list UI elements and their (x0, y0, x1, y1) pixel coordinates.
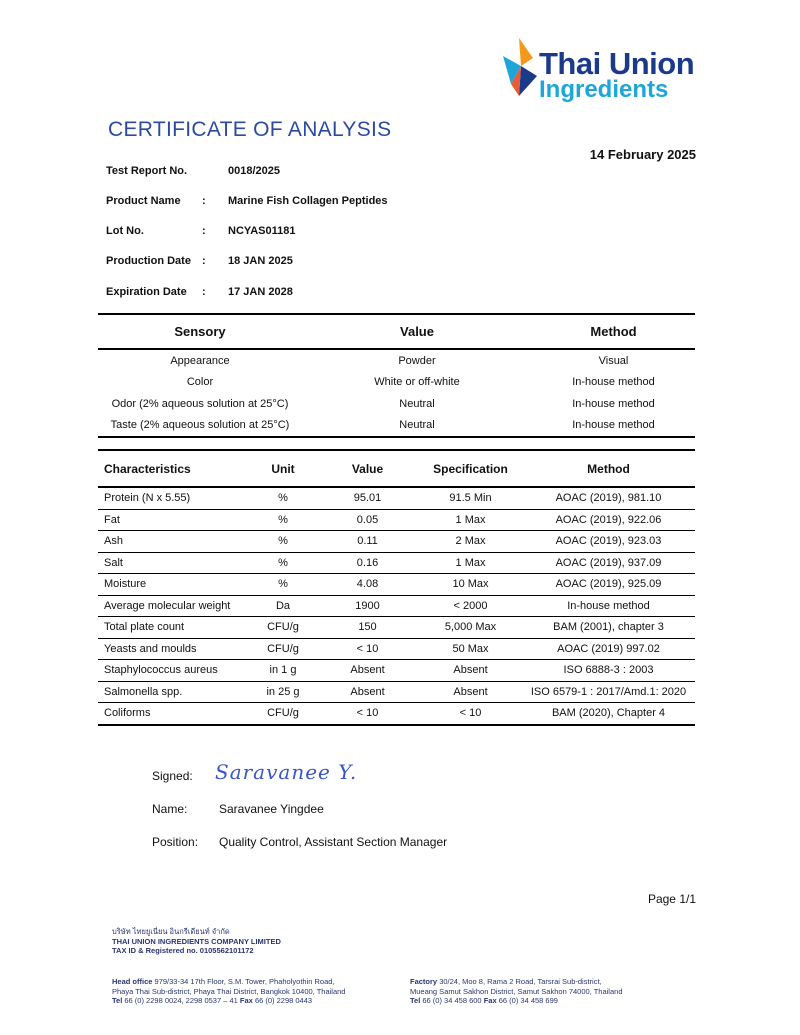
table-cell: 150 (316, 617, 419, 639)
meta-value: 18 JAN 2025 (228, 255, 293, 267)
table-cell: Moisture (98, 574, 250, 596)
column-header: Sensory (98, 314, 302, 349)
meta-colon: : (202, 286, 206, 298)
column-header: Unit (250, 450, 316, 487)
table-header-row (98, 450, 695, 487)
table-cell: AOAC (2019), 925.09 (522, 574, 695, 596)
column-header: Method (532, 314, 695, 349)
table-cell: AOAC (2019), 937.09 (522, 552, 695, 574)
table-cell: Powder (398, 354, 436, 367)
table-cell: BAM (2020), Chapter 4 (551, 707, 666, 720)
table-cell: In-house method (572, 419, 655, 432)
position-label: Position: (152, 835, 199, 849)
table-cell: 0.16 (316, 552, 419, 574)
table-cell: ISO 6579-1 : 2017/Amd.1: 2020 (522, 681, 695, 703)
page-title: CERTIFICATE OF ANALYSIS (108, 118, 392, 141)
meta-row-lot-no (106, 225, 295, 237)
table-row (98, 638, 695, 660)
meta-colon: : (202, 195, 206, 207)
table-header-row (98, 314, 695, 349)
table-cell: Yeasts and moulds (98, 638, 250, 660)
column-header: Specification (419, 450, 522, 487)
table-cell: Neutral (399, 419, 435, 432)
table-cell: % (250, 531, 316, 553)
company-tax-id: TAX ID & Registered no. 0105562101172 (112, 946, 254, 955)
table-cell: 10 Max (419, 574, 522, 596)
table-cell: AOAC (2019) 997.02 (522, 638, 695, 660)
footer-factory (410, 977, 700, 1006)
company-logo (497, 36, 697, 106)
footer-company (112, 927, 281, 956)
company-name: THAI UNION INGREDIENTS COMPANY LIMITED (112, 936, 281, 946)
meta-row-production-date (106, 255, 293, 267)
table-row (98, 660, 695, 682)
table-cell: < 2000 (419, 595, 522, 617)
signatory-position: Quality Control, Assistant Section Manager (219, 835, 448, 849)
page-number: Page 1/1 (647, 892, 696, 906)
factory-fax: 66 (0) 34 458 699 (498, 996, 558, 1005)
table-cell: 0.11 (316, 531, 419, 553)
meta-row-report-no (106, 165, 280, 177)
head-tel-label: Tel (112, 996, 123, 1005)
table-cell: Absent (419, 681, 522, 703)
table-cell: Appearance (170, 354, 230, 367)
table-row (98, 531, 695, 553)
table-cell: in 25 g (250, 681, 316, 703)
head-office-fax: 66 (0) 2298 0443 (254, 996, 313, 1005)
table-row (98, 552, 695, 574)
table-row (98, 415, 695, 438)
table-cell: Staphylococcus aureus (98, 660, 250, 682)
factory-line2: Mueang Samut Sakhon District, Samut Sakhon 74000, Thailand (410, 986, 623, 996)
table-cell: % (250, 509, 316, 531)
table-cell: Absent (316, 660, 419, 682)
table-cell: % (250, 552, 316, 574)
signatory-name: Saravanee Yingdee (219, 802, 324, 816)
table-cell: Absent (316, 681, 419, 703)
factory-label: Factory (410, 977, 438, 986)
head-office-tel: 66 (0) 2298 0024, 2298 0537 – 41 (124, 996, 238, 1005)
table-cell: 91.5 Min (419, 487, 522, 509)
meta-row-product-name (106, 195, 388, 207)
table-cell: AOAC (2019), 923.03 (522, 531, 695, 553)
head-office-label: Head office (112, 977, 153, 986)
table-cell: Average molecular weight (98, 595, 250, 617)
table-cell: 1 Max (419, 552, 522, 574)
table-cell: Neutral (399, 397, 435, 410)
logo-line2: Ingredients (539, 76, 669, 103)
table-cell: Ash (98, 531, 250, 553)
table-cell: % (250, 487, 316, 509)
column-header: Value (302, 314, 532, 349)
table-cell: Color (186, 376, 214, 389)
meta-value: 17 JAN 2028 (228, 286, 293, 298)
table-row (98, 487, 695, 509)
table-row (98, 595, 695, 617)
meta-label: Test Report No. (106, 165, 188, 177)
table-cell: Da (250, 595, 316, 617)
meta-label: Product Name (106, 195, 181, 207)
table-cell: Absent (419, 660, 522, 682)
name-label: Name: (152, 802, 188, 816)
table-cell: In-house method (522, 595, 695, 617)
table-cell: AOAC (2019), 981.10 (522, 487, 695, 509)
table-cell: 50 Max (419, 638, 522, 660)
table-cell: Odor (2% aqueous solution at 25°C) (111, 397, 289, 410)
table-cell: 95.01 (316, 487, 419, 509)
table-cell: 1 Max (419, 509, 522, 531)
logo-line1: Thai Union (539, 46, 695, 81)
meta-value: 0018/2025 (228, 165, 280, 177)
table-row (98, 703, 695, 725)
table-cell: Coliforms (104, 707, 151, 720)
table-cell: In-house method (572, 376, 655, 389)
handwritten-signature: Saravanee Y. (215, 760, 358, 784)
sensory-table (98, 313, 695, 438)
factory-tel: 66 (0) 34 458 600 (422, 996, 482, 1005)
meta-label: Expiration Date (106, 286, 187, 298)
head-office-line1: 979/33-34 17th Floor, S.M. Tower, Phaholyothin Road, (154, 977, 335, 986)
table-cell: 2 Max (419, 531, 522, 553)
table-cell: Visual (598, 354, 629, 367)
meta-row-expiration-date (106, 286, 293, 298)
factory-tel-label: Tel (410, 996, 421, 1005)
table-cell: 0.05 (316, 509, 419, 531)
signed-label: Signed: (152, 769, 193, 783)
characteristics-table (98, 449, 695, 726)
table-row (98, 574, 695, 596)
table-cell: < 10 (459, 707, 482, 720)
table-cell: AOAC (2019), 922.06 (522, 509, 695, 531)
table-cell: White or off-white (374, 376, 460, 389)
table-cell: Total plate count (98, 617, 250, 639)
table-cell: Taste (2% aqueous solution at 25°C) (110, 419, 290, 432)
table-row (98, 349, 695, 372)
meta-value: Marine Fish Collagen Peptides (228, 195, 388, 207)
meta-value: NCYAS01181 (228, 225, 296, 237)
table-row (98, 372, 695, 394)
table-cell: 4.08 (316, 574, 419, 596)
table-row (98, 617, 695, 639)
table-cell: In-house method (572, 397, 655, 410)
meta-colon: : (202, 225, 206, 237)
table-row (98, 393, 695, 415)
table-cell: Salmonella spp. (98, 681, 250, 703)
table-cell: in 1 g (250, 660, 316, 682)
table-cell: Salt (98, 552, 250, 574)
table-cell: BAM (2001), chapter 3 (522, 617, 695, 639)
meta-label: Lot No. (106, 225, 144, 237)
factory-fax-label: Fax (483, 996, 497, 1005)
company-name-thai: บริษัท ไทยยูเนี่ยน อินกรีเดียนท์ จำกัด (112, 927, 230, 936)
table-row (98, 509, 695, 531)
factory-line1: 30/24, Moo 8, Rama 2 Road, Tarsrai Sub-district, (439, 977, 602, 986)
meta-colon: : (202, 255, 206, 267)
table-cell: CFU/g (250, 617, 316, 639)
column-header: Method (522, 450, 695, 487)
head-fax-label: Fax (239, 996, 253, 1005)
column-header: Characteristics (98, 450, 250, 487)
report-date: 14 February 2025 (589, 147, 696, 162)
table-cell: 1900 (316, 595, 419, 617)
table-cell: CFU/g (267, 707, 299, 720)
table-cell: < 10 (356, 707, 379, 720)
table-cell: ISO 6888-3 : 2003 (522, 660, 695, 682)
meta-label: Production Date (106, 255, 191, 267)
table-cell: < 10 (316, 638, 419, 660)
logo-mark-icon (497, 36, 541, 98)
table-cell: Fat (98, 509, 250, 531)
table-cell: % (250, 574, 316, 596)
column-header: Value (316, 450, 419, 487)
table-cell: Protein (N x 5.55) (98, 487, 250, 509)
table-cell: CFU/g (250, 638, 316, 660)
footer-head-office (112, 977, 402, 1006)
table-cell: 5,000 Max (419, 617, 522, 639)
head-office-line2: Phaya Thai Sub-district, Phaya Thai District, Bangkok 10400, Thailand (112, 986, 346, 996)
table-row (98, 681, 695, 703)
